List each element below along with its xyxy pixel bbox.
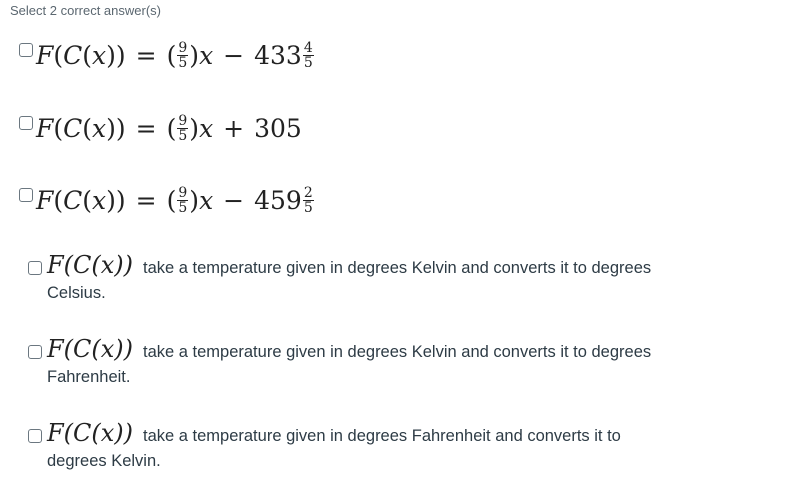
equation: F ( C ( x )) = ( $\frac{9}{5}$ ) x − 459 $\frac{2}{5}$ <box>36 184 313 216</box>
checkbox[interactable] <box>19 188 33 202</box>
statement-line-2: Fahrenheit. <box>47 368 131 386</box>
statement-line-1: take a temperature given in degrees Kelvin and converts it to degrees <box>143 259 652 277</box>
checkbox[interactable] <box>19 43 33 57</box>
statement-line-2: Celsius. <box>47 284 106 302</box>
statement-line-2: degrees Kelvin. <box>47 452 161 470</box>
function-expression: F(C(x)) <box>47 251 134 279</box>
checkbox[interactable] <box>28 345 42 359</box>
equation: F ( C ( x )) = ( $\frac{9}{5}$ ) x − 433 $\frac{4}{5}$ <box>36 39 313 71</box>
statement-line-1: take a temperature given in degrees Fahrenheit and converts it to <box>143 427 621 445</box>
instruction-text: Select 2 correct answer(s) <box>10 3 161 18</box>
checkbox[interactable] <box>19 116 33 130</box>
statement-line-1: take a temperature given in degrees Kelvin and converts it to degrees <box>143 343 652 361</box>
equation: F ( C ( x )) = ( $\frac{9}{5}$ ) x + 305 <box>36 112 302 144</box>
checkbox[interactable] <box>28 429 42 443</box>
checkbox[interactable] <box>28 261 42 275</box>
function-expression: F(C(x)) <box>47 419 134 447</box>
function-expression: F(C(x)) <box>47 335 134 363</box>
